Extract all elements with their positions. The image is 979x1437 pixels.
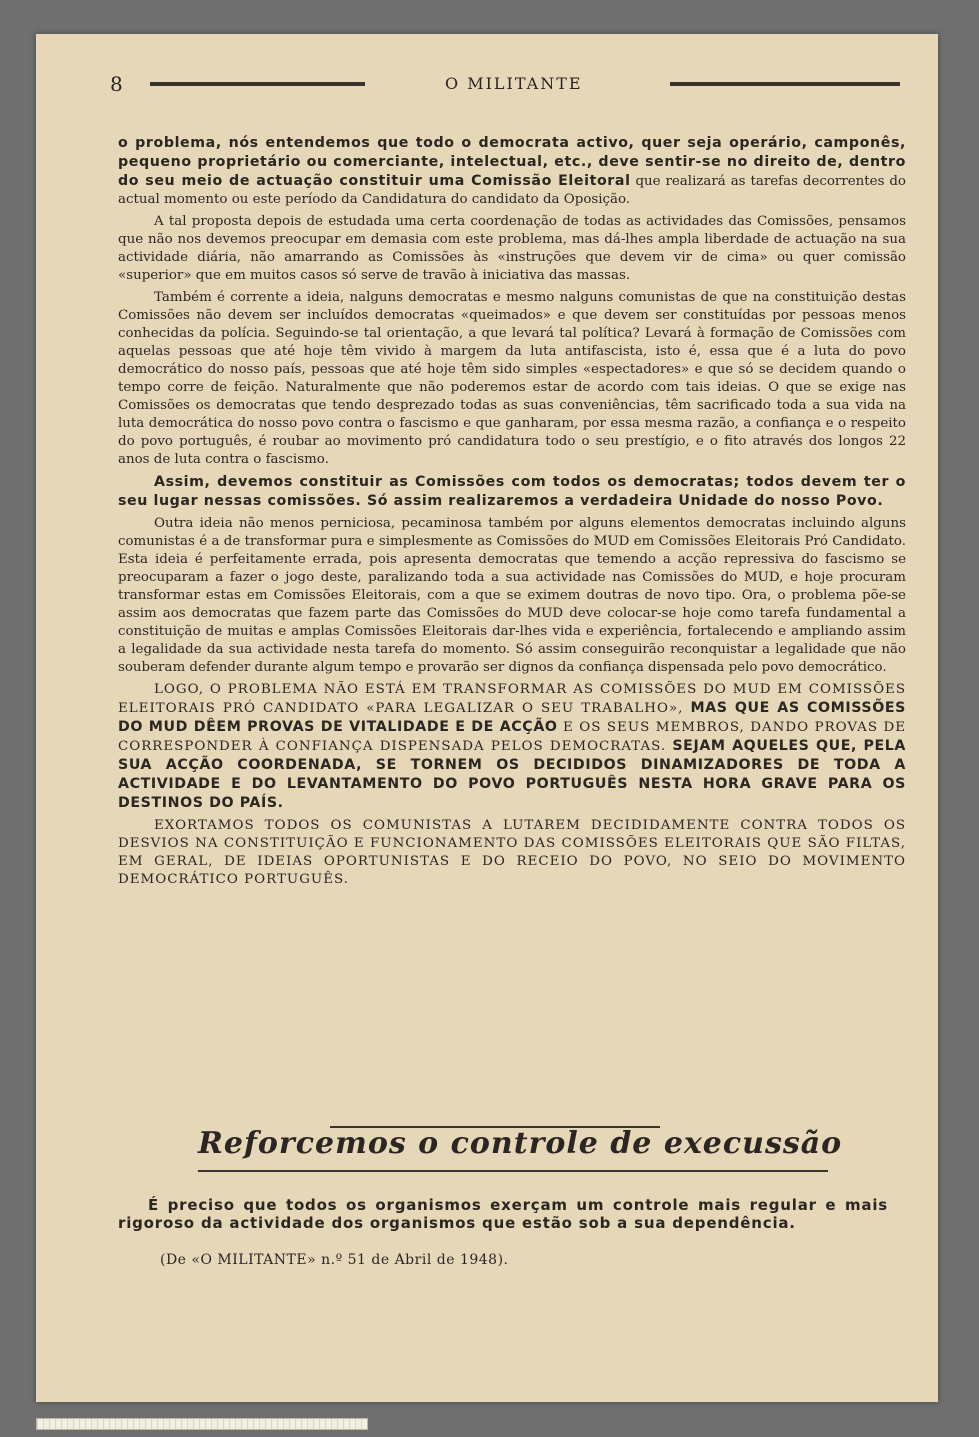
paragraph-1 [118, 134, 906, 209]
paragraph-6-emphasis: MAS QUE AS COMISSÕES DO MUD DÊEM PROVAS DE VITALIDADE E DE ACÇÃO [118, 700, 907, 735]
article-source: (De «O MILITANTE» n.º 51 de Abril de 1948). [160, 1252, 509, 1268]
article-heading: Reforcemos o controle de execussão [198, 1126, 843, 1161]
scale-ruler [36, 1418, 368, 1430]
paragraph-6-text-2: E OS SEUS MEMBROS, DANDO PROVAS DE CORRESPONDER À CONFIANÇA DISPENSADA PELOS DEMOCRATAS. [118, 720, 906, 754]
paragraph-4-emphasis: Assim, devemos constituir as Comissões com todos os democratas; todos devem ter o seu lugar nessas comissões. Só assim realizaremos a verdadeira Unidade do nosso Povo. [118, 474, 906, 509]
article-body [118, 134, 906, 893]
page-header [110, 72, 910, 96]
paragraph-7: EXORTAMOS TODOS OS COMUNISTAS A LUTAREM DECIDIDAMENTE CONTRA TODOS OS DESVIOS NA CONSTITUIÇÃO E FUNCIONAMENTO DAS COMISSÕES ELEITORAIS QUE SÃO FILTAS, EM GERAL, DE IDEIAS OPORTUNISTAS E DO RECEIO DO POVO, NO SEIO DO MOVIMENTO DEMOCRÁTICO PORTUGUÊS. [118, 818, 906, 887]
publication-title: O MILITANTE [445, 74, 583, 93]
paragraph-1-emphasis: o problema, nós entendemos que todo o democrata activo, quer seja operário, camponês, pequeno proprietário ou comerciante, intelectual, etc., deve sentir-se no direito de, dentro do seu meio de actuação constituir uma Comissão Eleitoral [118, 135, 906, 189]
paragraph-6-text: LOGO, O PROBLEMA NÃO ESTÁ EM TRANSFORMAR AS COMISSÕES DO MUD EM COMISSÕES ELEITORAIS PRÓ CANDIDATO «PARA LEGALIZAR O SEU TRABALHO», [118, 682, 906, 716]
header-rule-right [670, 82, 900, 86]
page-number: 8 [110, 72, 123, 96]
paragraph-1-text: que realizará as tarefas decorrentes do actual momento ou este período da Candidatura do candidato da Oposição. [118, 174, 906, 207]
paragraph-5: Outra ideia não menos perniciosa, pecaminosa também por alguns elementos democratas incluindo alguns comunistas é a de transformar pura e simplesmente as Comissões do MUD em Comissões Eleitorais Pró Candidato. Esta ideia é perfeitamente errada, pois apresenta democratas que temendo a acção repressiva do fascismo se preocuparam a fazer o jogo deste, paralizando toda a sua actividade nas Comissões do MUD, e hoje procuram transformar estas em Comissões Eleitorais, com a que se eximem doutras de novo tipo. Ora, o problema põe-se assim aos democratas que fazem parte das Comissões do MUD deve colocar-se hoje como tarefa fundamental a constituição de muitas e amplas Comissões Eleitorais dar-lhes vida e experiência, fortalecendo e ampliando assim a legalidade da sua actividade nesta tarefa do momento. Só assim conseguirão reconquistar a legalidade que não souberam defender durante algum tempo e provarão ser dignos da confiança dispensada pelo povo democrático. [118, 516, 906, 675]
paragraph-6 [118, 681, 906, 813]
paragraph-2: A tal proposta depois de estudada uma certa coordenação de todas as actividades das Comissões, pensamos que não nos devemos preocupar em demasia com este problema, mas dá-lhes ampla liberdade de actuação na sua actividade diária, não amarrando as Comissões às «instruções que devem vir de cima» ou quer comissão «superior» que em muitos casos só serve de travão à iniciativa das massas. [118, 214, 906, 283]
paragraph-4 [118, 473, 906, 511]
heading-underline [198, 1170, 828, 1172]
header-rule-left [150, 82, 365, 86]
article-closing-text: É preciso que todos os organismos exerçam um controle mais regular e mais rigoroso da actividade dos organismos que estão sob a sua dependência. [118, 1196, 888, 1232]
paragraph-6-emphasis-2: SEJAM AQUELES QUE, PELA SUA ACÇÃO COORDENADA, SE TORNEM OS DECIDIDOS DINAMIZADORES DE TODA A ACTIVIDADE E DO LEVANTAMENTO DO POVO PORTUGUÊS NESTA HORA GRAVE PARA OS DESTINOS DO PAÍS. [118, 738, 906, 811]
paragraph-3: Também é corrente a ideia, nalguns democratas e mesmo nalguns comunistas de que na constituição destas Comissões não devem ser incluídos democratas «queimados» e que devem ser constituídas por pessoas menos conhecidas da polícia. Seguindo-se tal orientação, a que levará tal política? Levará à formação de Comissões com aquelas pessoas que até hoje têm vivido à margem da luta antifascista, isto é, essa que é a luta do povo democrático do nosso país, pessoas que até hoje têm sido simples «espectadores» e que só se decidem quando o tempo corre de feição. Naturalmente que não poderemos estar de acordo com tais ideias. O que se exige nas Comissões os democratas que tendo desprezado todas as suas conveniências, têm sacrificado toda a sua vida na luta democrática do nosso povo contra o fascismo e que ganharam, por essa mesma razão, a confiança e o respeito do povo português, é roubar ao movimento pró candidatura todo o seu prestígio, e o fito através dos longos 22 anos de luta contra o fascismo. [118, 290, 906, 467]
